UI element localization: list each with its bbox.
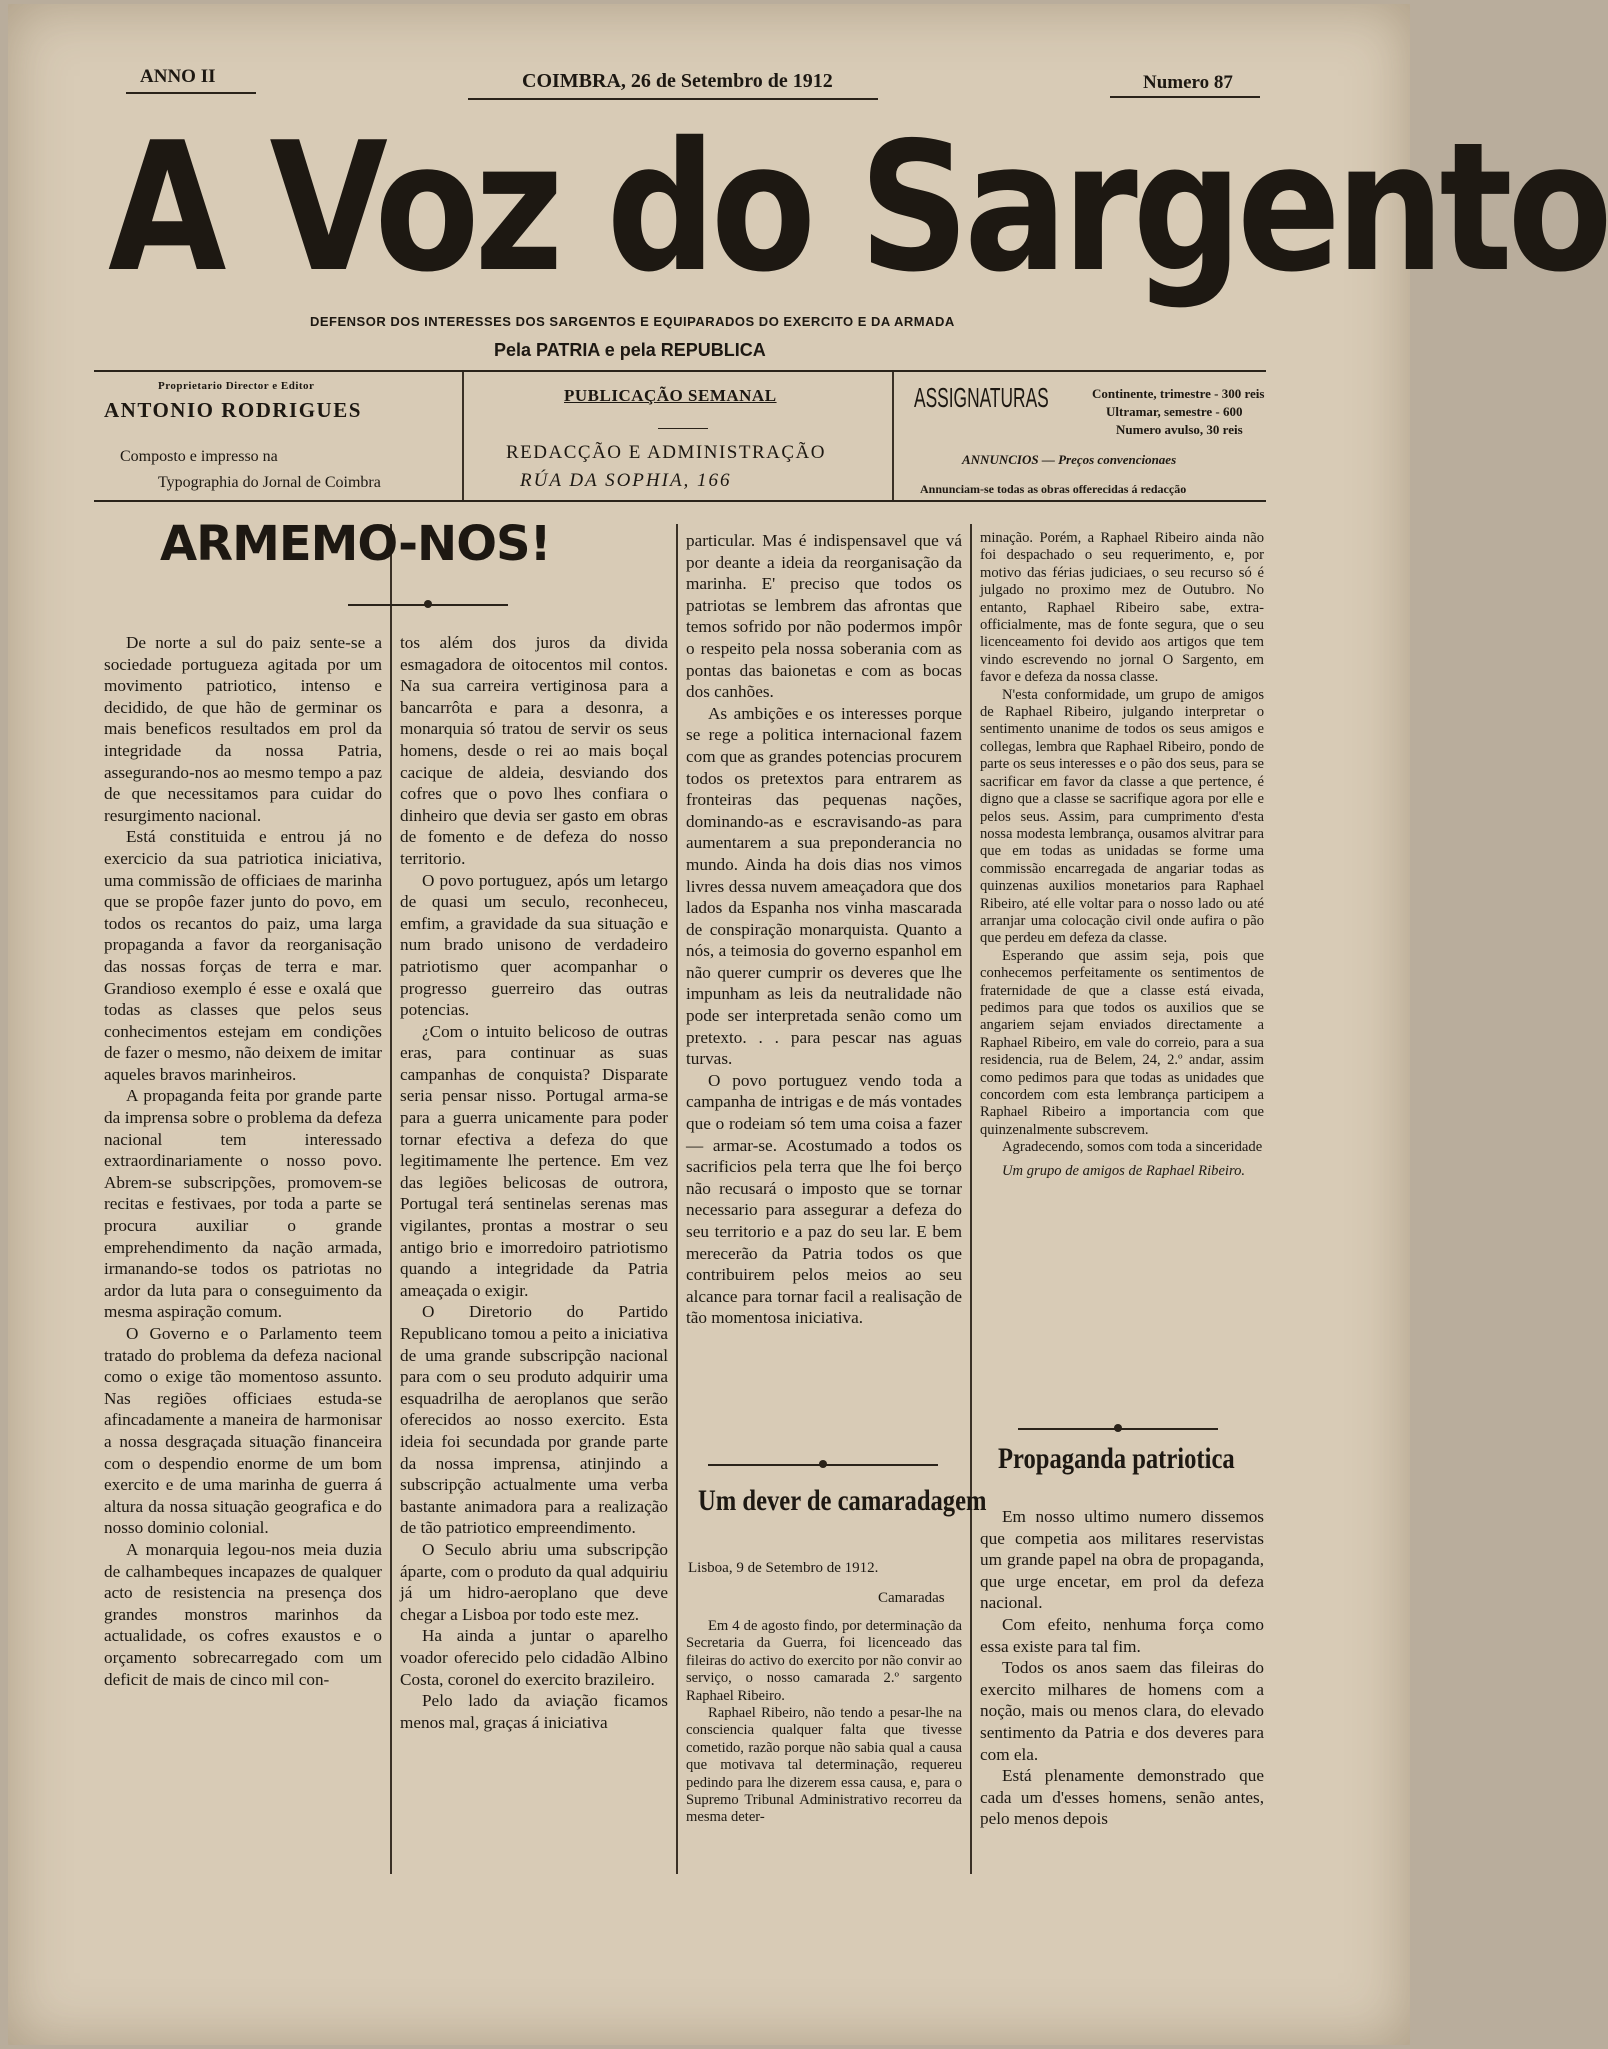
paragraph: Todos os anos saem das fileiras do exercito milhares de homens com a noção, mais ou menos clara, do elevado sentimento da Patria e dos deveres para com ela. xyxy=(980,1658,1264,1764)
anno-label: ANNO II xyxy=(140,66,216,87)
paragraph: De norte a sul do paiz sente-se a sociedade portugueza agitada por um movimento patriotico, intenso e decidido, de que hão de germinar os mais beneficos resultados em prol da integridade da nossa Patria, assegurando-nos ao mesmo tempo a paz de que necessitamos para cuidar do resurgimento nacional. xyxy=(104,633,382,825)
column-3 xyxy=(686,530,962,1329)
center-small-rule xyxy=(658,428,708,429)
article-2-column-3 xyxy=(686,1618,962,1827)
motto: Pela PATRIA e pela REPUBLICA xyxy=(494,340,766,360)
proprietor-name: ANTONIO RODRIGUES xyxy=(104,398,362,422)
paragraph: Ha ainda a juntar o aparelho voador oferecido pelo cidadão Albino Costa, coronel do exercito brazileiro. xyxy=(400,1626,668,1689)
numero-rule xyxy=(1110,96,1260,98)
subtitle: DEFENSOR DOS INTERESSES DOS SARGENTOS E EQUIPARADOS DO EXERCITO E DA ARMADA xyxy=(310,314,955,329)
info-box-top-rule xyxy=(94,370,1266,372)
column-rule-1 xyxy=(390,524,392,1874)
date-rule xyxy=(468,98,878,100)
headline-ornament xyxy=(348,604,508,606)
publication-frequency: PUBLICAÇÃO SEMANAL xyxy=(564,386,777,405)
column-1 xyxy=(104,632,382,1690)
paragraph: Está constituida e entrou já no exercicio da sua patriotica iniciativa, uma commissão de officiaes de marinha que se propôe fazer junto do povo, em todos os recantos do paiz, uma larga propaganda a favor da reorganisação das nossas forças de terra e mar. Grandioso exemplo é esse e oxalá que todas as classes que pelos seus conhecimentos estejam em condições de fazer o mesmo, não deixem de imitar aqueles bravos marinheiros. xyxy=(104,827,382,1084)
paragraph: tos além dos juros da divida esmagadora de oitocentos mil contos. Na sua carreira vertiginosa para a bancarrôta e para a desonra, a monarquia só tratou de servir os seus homens, desde o rei ao mais boçal cacique de aldeia, desviando dos cofres que o povo lhes confiara o dinheiro que devia ser gasto em obras de fomento e de defeza do nosso territorio. xyxy=(400,633,668,868)
article-3-ornament xyxy=(1018,1428,1218,1430)
numero-label: Numero 87 xyxy=(1143,72,1233,93)
paragraph: Agradecendo, somos com toda a sinceridade xyxy=(1002,1139,1263,1156)
info-box-divider-1 xyxy=(462,372,464,500)
paragraph: ¿Com o intuito belicoso de outras eras, para continuar as suas campanhas de conquista? Disparate seria pensar nisso. Portugal arma-se para a guerra unicamente para poder tornar efectiva a defeza do que legitimamente lhe pertence. Em vez das legiões belicosas de outrora, Portugal terá sentinelas serenas mas vigilantes, prontas a mostrar o seu antigo brio e imorredoiro patriotismo quando a integridade da Patria ameaçada o exigir. xyxy=(400,1021,668,1300)
paragraph: Pelo lado da aviação ficamos menos mal, graças á iniciativa xyxy=(400,1691,668,1732)
paragraph: A monarquia legou-nos meia duzia de calhambeques incapazes de qualquer acto de resistencia na presença dos grandes monstros marinhos da actualidade, os cofres exaustos e o orçamento sobrecarregado com um deficit de mais de cinco mil con- xyxy=(104,1539,382,1689)
paragraph: O Governo e o Parlamento teem tratado do problema da defeza nacional como o exige tão momentoso assunto. Nas regiões officiaes estuda-se afincadamente a maneira de harmonisar a nossa desgraçada situação financeira com o despendio enorme de um bom exercito e de uma marinha de guerra á altura da nossa situação geografica e do nosso dominio colonial. xyxy=(104,1324,382,1538)
paragraph: As ambições e os interesses porque se rege a politica internacional fazem com que as grandes potencias procurem todos os pretextos para entrarem as fronteiras das pequenas nações, dominando-as e escravisando-as para aumentarem a sua preponderancia no mundo. Ainda ha dois dias nos vimos livres dessa nuvem ameaçadora que dos lados da Espanha nos vinha mascarada de conspiração monarquista. Quanto a nós, a teimosia do governo espanhol em não querer cumprir os deveres que lhe impunham as leis da neutralidade não pode ser interpretada senão como um pretexto. . . para pescar nas aguas turvas. xyxy=(686,703,962,1069)
column-rule-2 xyxy=(676,524,678,1874)
article-2-headline: Um dever de camaradagem xyxy=(698,1484,987,1517)
subscriptions-label: ASSIGNATURAS xyxy=(914,382,1049,413)
subscription-row-2: Ultramar, semestre - 600 xyxy=(1106,404,1243,419)
anno-rule xyxy=(126,92,256,94)
paragraph: Com efeito, nenhuma força como essa existe para tal fim. xyxy=(980,1614,1264,1656)
printer-line-2: Typographia do Jornal de Coimbra xyxy=(158,474,381,491)
article-2-dateline: Lisboa, 9 de Setembro de 1912. xyxy=(688,1560,879,1576)
newspaper-page xyxy=(8,4,1608,2045)
paragraph: O Seculo abriu uma subscripção áparte, com o produto da qual adquiriu já um hidro-aeroplano que deve chegar a Lisboa por todo este mez. xyxy=(400,1539,668,1624)
paragraph: N'esta conformidade, um grupo de amigos de Raphael Ribeiro, julgando interpretar o sentimento unanime de todos os seus amigos e collegas, lembra que Raphael Ribeiro, pondo de parte os seus interesses e o pão dos seus, para se sacrificar em favor da classe a que pertence, é digno que a classe se sacrifique agora por elle e pelos seus. Assim, para cumprimento d'esta nossa modesta lembrança, ousamos alvitrar para que em todas as unidadas se forme uma commissão encarregada de angariar todas as quinzenas auxilios monetarios para Raphael Ribeiro, até elle voltar para o nosso lado ou até arranjar uma colocação civil onde aufira o pão que perdeu em defeza da classe. xyxy=(980,686,1264,947)
article-2-ornament xyxy=(708,1464,938,1466)
signature: Um grupo de amigos de Raphael Ribeiro. xyxy=(1002,1162,1246,1179)
column-rule-3 xyxy=(970,524,972,1874)
info-box-bottom-rule xyxy=(94,500,1266,502)
paragraph: Em nosso ultimo numero dissemos que competia aos militares reservistas um grande papel na obra de propaganda, que urge encetar, em prol da defeza nacional. xyxy=(980,1507,1264,1613)
ads-line-2: Annunciam-se todas as obras offerecidas á redacção xyxy=(920,482,1187,496)
column-4 xyxy=(980,530,1264,1180)
paragraph: O povo portuguez vendo toda a campanha de intrigas e de más vontades que o rodeiam só tem uma coisa a fazer — armar-se. Acostumado a todos os sacrificios pela terra que lhe foi berço não recusará o imposto que se tornar necessario para assegurar a defeza do seu territorio e a paz do seu lar. E bem merecerão da Patria todos os que contribuirem pelos meios ao seu alcance para tornar facil a realisação de tão momentosa iniciativa. xyxy=(686,1070,962,1328)
date-line: COIMBRA, 26 de Setembro de 1912 xyxy=(522,70,833,92)
paragraph: O Diretorio do Partido Republicano tomou a peito a iniciativa de uma grande subscripção nacional para com o seu produto adquirir uma esquadrilha de aeroplanos que serão oferecidos ao nosso exercito. Esta ideia foi secundada por grande parte da nossa imprensa, atinjindo a subscripção actualmente uma verba bastante animadora para a realização de tão patriotico empreendimento. xyxy=(400,1302,668,1538)
paragraph: Está plenamente demonstrado que cada um d'esses homens, senão antes, pelo menos depois xyxy=(980,1766,1264,1829)
paragraph: O povo portuguez, após um letargo de quasi um seculo, reconheceu, emfim, a gravidade da sua situação e num brado unisono de verdadeiro patriotismo quer acompanhar o progresso guerreiro das outras potencias. xyxy=(400,870,668,1020)
printer-line-1: Composto e impresso na xyxy=(120,448,278,465)
paragraph: particular. Mas é indispensavel que vá por deante a ideia da reorganisação da marinha. E' preciso que todos os patriotas se lembrem das afrontas que temos sofrido por não podermos impôr o respeito pela nossa soberania com as pontas das baionetas e com as bocas dos canhões. xyxy=(686,531,962,702)
article-3-headline: Propaganda patriotica xyxy=(998,1442,1235,1475)
info-box-divider-2 xyxy=(892,372,894,500)
paragraph: Raphael Ribeiro, não tendo a pesar-lhe na consciencia qualquer falta que tivesse cometido, razão porque não sabia qual a causa que motivava tal determinação, requereu pedindo para lhe dizerem essa causa, e, para o Supremo Tribunal Administrativo recorreu da mesma deter- xyxy=(686,1705,962,1826)
address-line: RÚA DA SOPHIA, 166 xyxy=(520,470,732,491)
newspaper-title: A Voz do Sargento xyxy=(108,104,1608,311)
paragraph: Esperando que assim seja, pois que conhecemos perfeitamente os sentimentos de fraternidade de que a classe está eivada, pedimos para que todos os auxilios que se angariem sejam enviados directamente a Raphael Ribeiro, em vale do correio, para a sua residencia, rua de Belem, 24, 2.º andar, assim como pedimos para que todas as unidades que concordem com esta lembrança participem a Raphael Ribeiro a importancia com que quinzenalmente subscrevem. xyxy=(980,947,1264,1138)
paragraph: minação. Porém, a Raphael Ribeiro ainda não foi despachado o seu requerimento, e, por motivo das férias judiciaes, o seu recurso só é julgado no proximo mez de Outubro. No entanto, Raphael Ribeiro sabe, extra-officialmente, mas de fonte segura, que o seu licenceamento foi devido aos artigos que tem vindo escrevendo no jornal O Sargento, em favor e defeza da nossa classe. xyxy=(980,530,1264,686)
column-2 xyxy=(400,632,668,1733)
article-3-column-4 xyxy=(980,1506,1264,1830)
subscription-row-1: Continente, trimestre - 300 reis xyxy=(1092,386,1265,401)
article-2-salutation: Camaradas xyxy=(878,1590,945,1606)
subscription-row-3: Numero avulso, 30 reis xyxy=(1116,422,1243,437)
redaccao-line: REDACÇÃO E ADMINISTRAÇÃO xyxy=(506,442,826,463)
paragraph: A propaganda feita por grande parte da imprensa sobre o problema da defeza nacional tem interessado extraordinariamente o nosso povo. Abrem-se subscripções, promovem-se recitas e festivaes, por toda a parte se procura auxiliar o grande emprehendimento da nação armada, irmanando-se todos os patriotas no ardor da luta para o conseguimento da mesma aspiração comum. xyxy=(104,1086,382,1322)
proprietor-role: Proprietario Director e Editor xyxy=(158,380,315,392)
article-1-headline: ARMEMO-NOS! xyxy=(160,516,551,572)
ads-line: ANNUNCIOS — Preços convencionaes xyxy=(962,452,1177,467)
paragraph: Em 4 de agosto findo, por determinação da Secretaria da Guerra, foi licenceado das fileiras do activo do exercito por não convir ao serviço, o nosso camarada 2.º sargento Raphael Ribeiro. xyxy=(686,1618,962,1704)
